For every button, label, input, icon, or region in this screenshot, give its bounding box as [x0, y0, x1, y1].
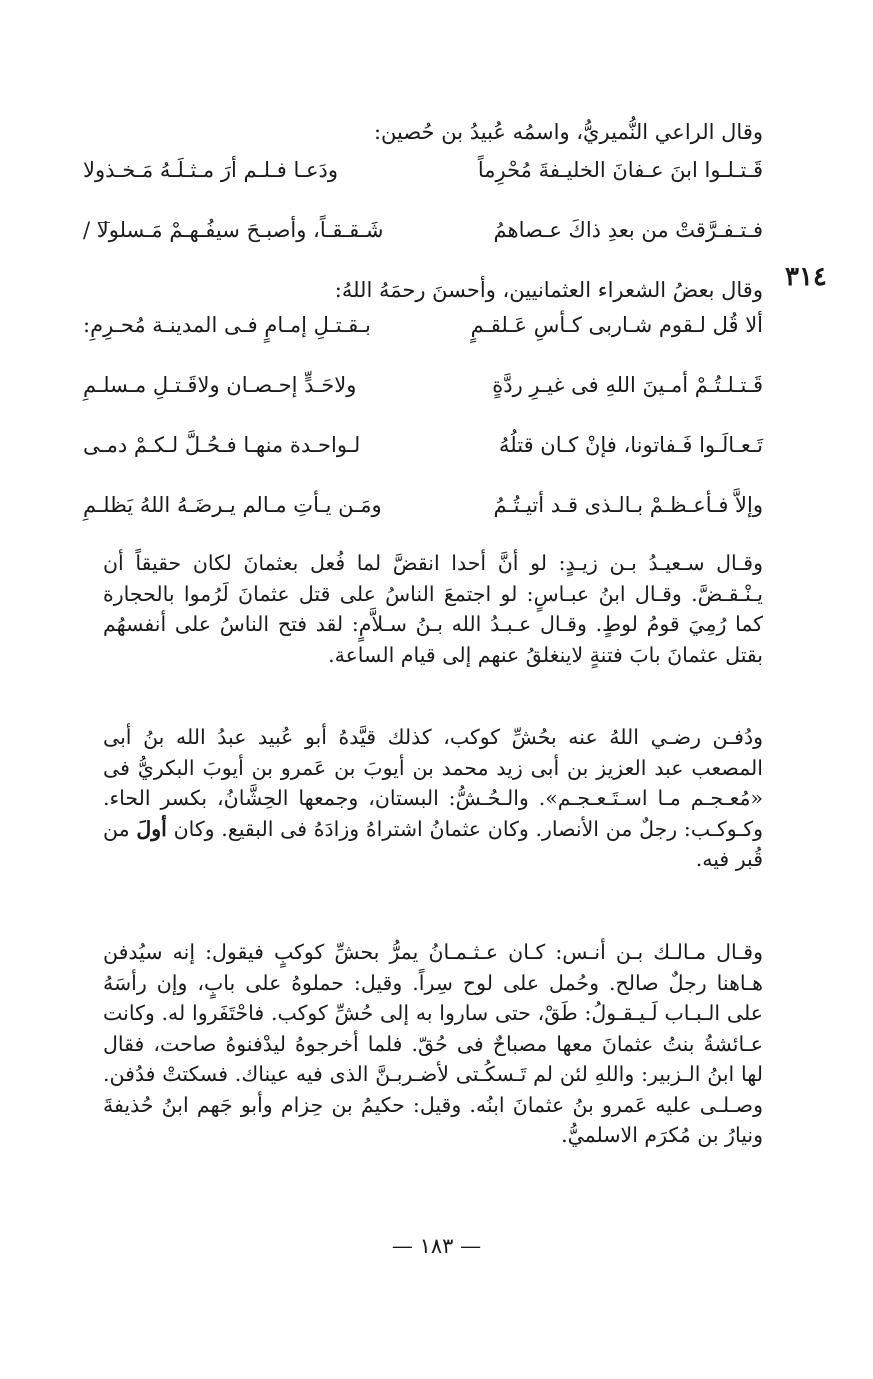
verse-4-second-hemistich: ولاحَـدٍّ إحـصـان ولاقَـتـلِ مـسلـمِ	[83, 373, 357, 397]
verse-3-first-hemistich: ألا قُل لـقوم شـاربى كـأسِ عَـلقـمٍ	[470, 313, 763, 337]
verse-6-first-hemistich: وإلاَّ فـأعـظـمْ بـالـذى قـد أتيـتُـمُ	[493, 493, 763, 517]
intro-uthmani-poets: وقال بعضُ الشعراء العثمانيين، وأحسنَ رحمَهُ اللهُ:	[334, 278, 763, 302]
margin-page-number: ٣١٤	[785, 262, 827, 292]
burial-text-end: من قُبر فيه.	[103, 816, 763, 871]
verse-5-first-hemistich: تَـعـالَـوا فَـفاتونا، فإنْ كـان قتلُهُ	[499, 433, 763, 457]
verse-3-second-hemistich: بـقـتـلِ إمـامٍ فـى المدينـة مُحـرِمِ:	[83, 313, 371, 337]
verse-line-2	[83, 215, 763, 245]
burial-text: ودُفـن رضـي اللهُ عنه بحُشِّ كوكب، كذلك قيَّدهُ أبو عُبيد عبدُ الله بنُ أبى المصعب عبد العزيز بن أبى زيد محمد بن أيوبَ بن عَمرو بن أيوبَ البكريُّ فى «مُعـجـم مـا اسـتَـعـجـم». والـحُـشُّ: البستان، وجمعها الحِشَّانُ، بكسر الحاء. وكـوكـب: رجلٌ من الأنصار. وكان عثمانُ اشتراهُ وزادَهُ فى البقيع. وكان	[103, 725, 763, 841]
burial-bold-word: أولَ	[136, 816, 167, 841]
verse-1-second-hemistich: ودَعـا فـلـم أرَ مـثـلَـهُ مَـخـذولا	[83, 158, 339, 182]
verse-line-5	[83, 430, 763, 460]
verse-4-first-hemistich: قَـتـلـتُـمْ أمـينَ اللهِ فى غيـرِ ردَّةٍ	[492, 373, 763, 397]
verse-2-first-hemistich: فـتـفـرَّقتْ من بعدِ ذاكَ عـصاهمُ	[493, 218, 763, 242]
verse-line-3	[83, 310, 763, 340]
page-footer-number: — ١٨٣ —	[391, 1234, 482, 1258]
verse-line-1	[83, 155, 763, 185]
verse-2-second-hemistich: شَـقـقـاً، وأصبـحَ سيفُـهـمْ مَـسلولا /	[83, 218, 384, 242]
verse-line-4	[83, 370, 763, 400]
paragraph-burial	[103, 722, 763, 875]
verse-5-second-hemistich: لـواحـدة منهـا فـحُـلَّ لـكـمْ دمـى	[83, 433, 361, 457]
paragraph-said-ibn-zayd: وقـال سـعيـدُ بـن زيـدٍ: لو أنَّ أحدا انقضَّ لما فُعل بعثمانَ لكان حقيقاً أن يـنْـقـضَّ. وقـال ابنُ عبـاسٍ: لو اجتمعَ الناسُ على قتل عثمانَ لَرُموا بالحجارة كما رُمِيَ قومُ لوطٍ. وقـال عـبـدُ الله بـنُ سـلاَّمٍ: لقد فتح الناسُ على أنفسهُم بقتل عثمانَ بابَ فتنةٍ لاينغلقُ عنهم إلى قيام الساعة.	[103, 551, 763, 667]
paragraph-malik-ibn-anas: وقـال مـالـك بـن أنـس: كـان عـثـمـانُ يمرُّ بحشِّ كوكبٍ فيقول: إنه سيُدفن هـاهنا رجلٌ صالح. وحُمل على لوح سِراً. وقيل: حملوهُ على بابٍ، وإن رأسَهُ على الـبـاب لَـيـقـولُ: طَقْ، حتى ساروا به إلى حُشِّ كوكب. فاحْتَفَروا له. وكانت عـائشةُ بنتُ عثمانَ معها مصباحٌ فى حُقّ. فلما أخرجوهُ ليدْفنوهُ صاحت، فقال لها ابنُ الـزبير: واللهِ لئن لم تَـسكُـتى لأضـربـنَّ الذى فيه عيناك. فسكتتْ فدُفن. وصـلـى عليه عَمرو بنُ عثمانَ ابنُه. وقيل: حكيمُ بن حِزام وأبو جَهم ابنُ حُذيفةَ ونيارُ بن مُكرَم الاسلميُّ.	[103, 940, 763, 1147]
verse-1-first-hemistich: قَـتـلـوا ابنَ عـفانَ الخليـفةَ مُحْرِماً	[477, 158, 763, 182]
intro-raai: وقال الراعي النُّميريُّ، واسمُه عُبيدُ بن حُصين:	[373, 120, 763, 144]
verse-line-6	[83, 490, 763, 520]
verse-6-second-hemistich: ومَـن يـأتِ مـالم يـرضَـهُ اللهُ يَظلـمِ	[83, 493, 382, 517]
